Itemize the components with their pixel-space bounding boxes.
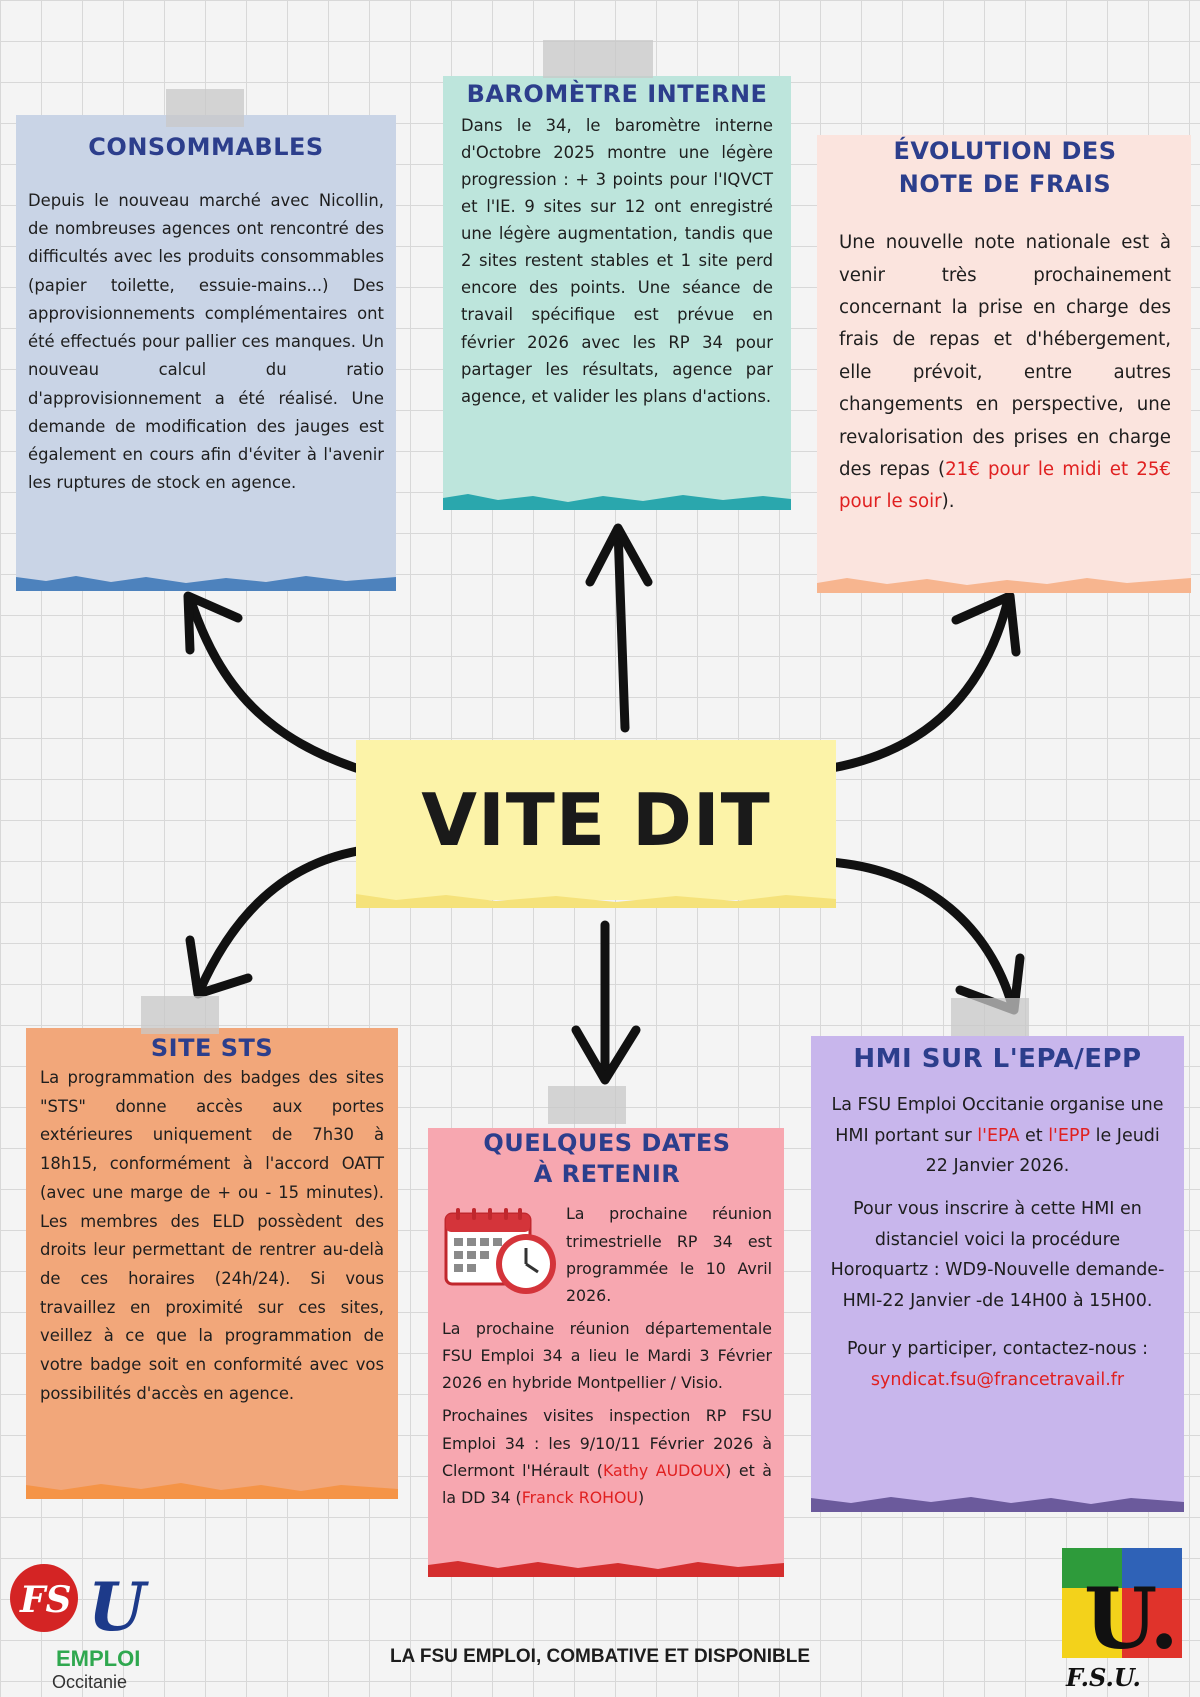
text: ) et à la DD 34 ( bbox=[442, 1460, 772, 1507]
title-line: QUELQUES DATES bbox=[483, 1129, 731, 1157]
highlight-epp: l'EPP bbox=[1048, 1125, 1091, 1146]
svg-text:U.: U. bbox=[1084, 1569, 1179, 1668]
tape bbox=[166, 89, 244, 127]
torn-edge bbox=[26, 1481, 398, 1499]
hmi-paragraph bbox=[825, 1090, 1170, 1182]
torn-edge bbox=[443, 492, 791, 510]
text: La FSU Emploi Occitanie organise une HMI portant sur bbox=[831, 1095, 1164, 1146]
torn-edge bbox=[817, 575, 1191, 593]
torn-edge bbox=[428, 1559, 784, 1577]
card-hmi bbox=[811, 1036, 1184, 1504]
svg-text:U: U bbox=[88, 1568, 146, 1646]
card-title bbox=[839, 135, 1171, 201]
card-body bbox=[839, 227, 1171, 519]
text: ) bbox=[638, 1487, 645, 1507]
calendar-clock-icon bbox=[442, 1204, 560, 1300]
text: et bbox=[1019, 1125, 1049, 1146]
card-consommables bbox=[16, 115, 396, 585]
main-title: VITE DIT bbox=[421, 778, 771, 862]
svg-text:FS: FS bbox=[20, 1579, 72, 1621]
card-dates bbox=[428, 1128, 784, 1569]
card-body: Depuis le nouveau marché avec Nicollin, de nombreuses agences ont rencontré des difficultés avec les produits consommables (papier toilette, essuie-mains...) Des approvisionnements complémentaires ont été effectués pour pallier ces manques. Un nouveau calcul du ratio d'approvisionnement a été réalisé. Une demande de modification des jauges est également en cours afin d'éviter à l'avenir les ruptures de stock en agence. bbox=[28, 191, 384, 493]
contact-email-link[interactable]: syndicat.fsu@francetravail.fr bbox=[870, 1370, 1125, 1390]
date-paragraph: La prochaine réunion départementale FSU Emploi 34 a lieu le Mardi 3 Février 2026 en hybride Montpellier / Visio. bbox=[442, 1319, 772, 1393]
date-paragraph: La prochaine réunion trimestrielle RP 34 est programmée le 10 Avril 2026. bbox=[566, 1204, 772, 1305]
highlight-amounts: 21€ pour le midi et 25€ pour le soir bbox=[839, 458, 1171, 513]
hmi-paragraph: Pour y participer, contactez-nous : bbox=[846, 1339, 1149, 1360]
title-line: ÉVOLUTION DES bbox=[893, 137, 1117, 165]
text: Prochaines visites inspection RP FSU Emploi 34 : les 9/10/11 Février 2026 à Clermont l'Hérault ( bbox=[442, 1406, 772, 1480]
card-title: CONSOMMABLES bbox=[88, 133, 324, 161]
card-title: BAROMÈTRE INTERNE bbox=[466, 80, 768, 108]
title-line: NOTE DE FRAIS bbox=[898, 170, 1112, 199]
card-body: La programmation des badges des sites "STS" donne accès aux portes extérieures uniquement de 7h30 à 18h15, conformément à l'accord OATT (avec une marge de + ou - 15 minutes). Les membres des ELD possèdent des droits leur permettant de rentrer au-delà de ces horaires (24h/24). Si vous travaillez en proximité sur ces sites, veillez à ce que la programmation de votre badge soit en conformité avec vos possibilités d'accès en agence. bbox=[40, 1068, 384, 1403]
card-site-sts bbox=[26, 1028, 398, 1491]
tape bbox=[951, 998, 1029, 1036]
card-frais bbox=[817, 135, 1191, 585]
torn-edge bbox=[811, 1494, 1184, 1512]
card-title bbox=[442, 1128, 772, 1190]
arrow-to-barometre bbox=[618, 530, 625, 728]
card-title: SITE STS bbox=[150, 1034, 274, 1062]
svg-text:EMPLOI: EMPLOI bbox=[56, 1646, 141, 1671]
torn-edge bbox=[356, 892, 836, 908]
highlight-epa: l'EPA bbox=[977, 1125, 1020, 1146]
text: Une nouvelle note nationale est à venir très prochainement concernant la prise en charge des frais de repas et d'hébergement, elle prévoit, entre autres changements en perspective, une revalorisation des prises en charge des repas ( bbox=[839, 232, 1171, 480]
hmi-paragraph: Pour vous inscrire à cette HMI en distanciel voici la procédure Horoquartz : WD9-Nouvelle demande-HMI-22 Janvier -de 14H00 à 15H00. bbox=[830, 1198, 1165, 1311]
person-name: Kathy AUDOUX bbox=[602, 1460, 726, 1480]
text: le Jeudi 22 Janvier 2026. bbox=[925, 1125, 1160, 1177]
fsu-emploi-occitanie-logo bbox=[6, 1552, 156, 1692]
person-name: Franck ROHOU bbox=[521, 1487, 638, 1507]
title-line: À RETENIR bbox=[533, 1160, 681, 1189]
center-title-block bbox=[356, 740, 836, 900]
card-body: Dans le 34, le baromètre interne d'Octobre 2025 montre une légère progression : + 3 points pour l'IQVCT et l'IE. 9 sites sur 12 ont enregistré une légère augmentation, tandis que 2 sites restent stables et 1 site perd encore des points. Une séance de travail spécifique est prévue en février 2026 avec les RP 34 pour partager les résultats, agence par agence, et valider les plans d'actions. bbox=[461, 116, 773, 406]
tape bbox=[141, 996, 219, 1034]
card-barometre bbox=[443, 76, 791, 504]
arrow-to-sts bbox=[200, 848, 380, 990]
svg-text:Occitanie: Occitanie bbox=[52, 1672, 128, 1692]
arrow-to-frais bbox=[832, 600, 1008, 768]
date-paragraph bbox=[442, 1402, 772, 1511]
dates-row bbox=[442, 1200, 772, 1309]
arrow-to-consommables bbox=[190, 598, 362, 770]
arrow-to-hmi bbox=[830, 862, 1012, 1005]
tape bbox=[543, 40, 653, 78]
tape bbox=[548, 1086, 626, 1124]
torn-edge bbox=[16, 573, 396, 591]
card-title: HMI SUR L'EPA/EPP bbox=[853, 1044, 1142, 1074]
text: ). bbox=[941, 491, 955, 513]
footer-slogan: LA FSU EMPLOI, COMBATIVE ET DISPONIBLE bbox=[389, 1646, 811, 1667]
svg-text:F.S.U.: F.S.U. bbox=[1066, 1663, 1141, 1692]
fsu-logo bbox=[1062, 1548, 1188, 1693]
